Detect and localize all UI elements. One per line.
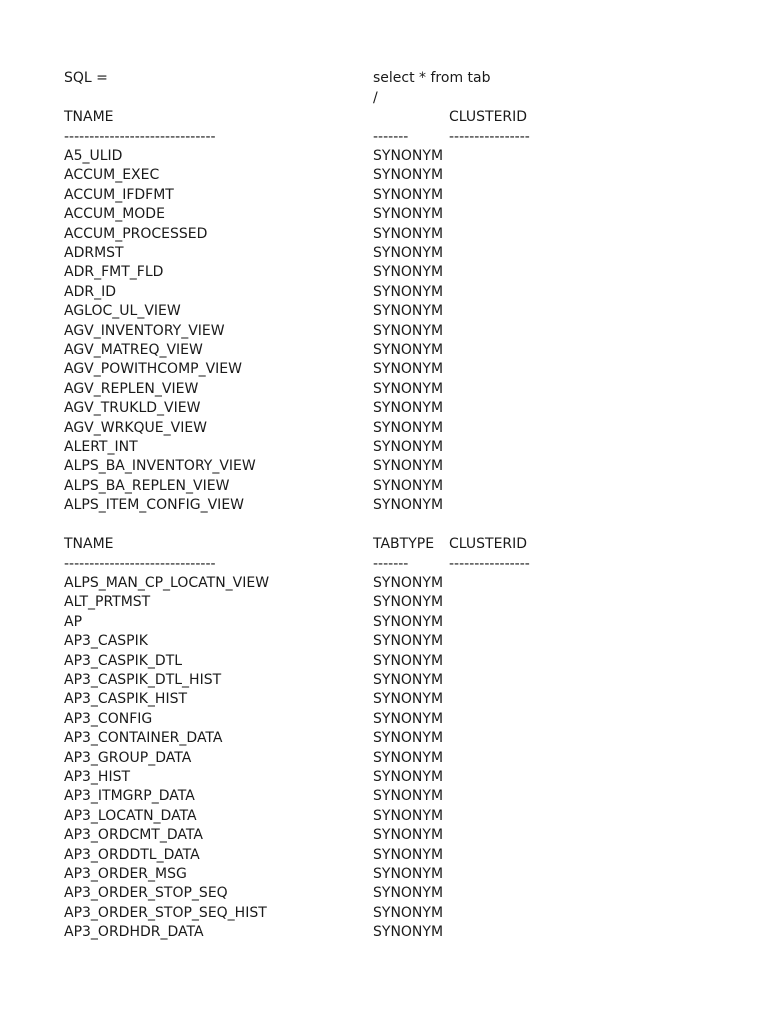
- separator-row: [0, 127, 768, 147]
- cell-tname: AP3_CASPIK: [64, 633, 148, 650]
- column-header-row: [0, 107, 768, 127]
- table-row: [0, 165, 768, 185]
- table-row: [0, 224, 768, 244]
- cell-tabtype: SYNONYM: [373, 186, 444, 203]
- cell-tname: AP3_CASPIK_DTL_HIST: [64, 672, 222, 688]
- separator-clusterid: ----------------: [449, 129, 530, 145]
- cell-tname: ADR_FMT_FLD: [64, 264, 164, 281]
- separator-tabtype: -------: [373, 556, 409, 572]
- cell-tname: AP3_CONTAINER_DATA: [64, 730, 223, 747]
- separator-clusterid: ----------------: [449, 556, 530, 572]
- cell-tname: ADR_ID: [64, 283, 116, 300]
- sql-terminator-row: [0, 88, 768, 108]
- cell-tabtype: SYNONYM: [373, 730, 444, 747]
- cell-tname: AP3_ORDER_STOP_SEQ_HIST: [64, 904, 267, 921]
- cell-tabtype: SYNONYM: [373, 652, 444, 669]
- cell-tabtype: SYNONYM: [373, 167, 444, 184]
- cell-tabtype: SYNONYM: [373, 749, 444, 766]
- table-row: [0, 903, 768, 923]
- cell-tabtype: SYNONYM: [373, 400, 444, 417]
- cell-tabtype: SYNONYM: [373, 206, 444, 223]
- cell-tname: AGV_REPLEN_VIEW: [64, 380, 199, 397]
- column-header-tname: TNAME: [64, 536, 114, 552]
- table-row: [0, 243, 768, 263]
- cell-tabtype: SYNONYM: [373, 710, 444, 727]
- cell-tname: ADRMST: [64, 245, 124, 261]
- table-row: [0, 340, 768, 360]
- cell-tabtype: SYNONYM: [373, 769, 444, 785]
- cell-tabtype: SYNONYM: [373, 497, 444, 514]
- table-row: [0, 689, 768, 709]
- cell-tabtype: SYNONYM: [373, 633, 444, 650]
- table-row: [0, 456, 768, 476]
- table-row: [0, 670, 768, 690]
- cell-tabtype: SYNONYM: [373, 458, 444, 475]
- cell-tabtype: SYNONYM: [373, 575, 444, 591]
- table-row: [0, 825, 768, 845]
- table-row: [0, 262, 768, 282]
- cell-tabtype: SYNONYM: [373, 380, 444, 397]
- cell-tname: AGV_WRKQUE_VIEW: [64, 419, 208, 436]
- cell-tname: ALPS_MAN_CP_LOCATN_VIEW: [64, 575, 270, 591]
- cell-tabtype: SYNONYM: [373, 846, 444, 863]
- cell-tabtype: SYNONYM: [373, 264, 444, 281]
- table-row: [0, 612, 768, 632]
- cell-tabtype: SYNONYM: [373, 342, 444, 358]
- table-row: [0, 282, 768, 302]
- cell-tabtype: SYNONYM: [373, 691, 444, 708]
- table-row: [0, 883, 768, 903]
- cell-tname: ACCUM_PROCESSED: [64, 225, 208, 242]
- cell-tabtype: SYNONYM: [373, 866, 444, 882]
- cell-tabtype: SYNONYM: [373, 148, 444, 164]
- cell-tname: ALT_PRTMST: [64, 594, 151, 611]
- cell-tname: ACCUM_IFDFMT: [64, 186, 174, 203]
- cell-tabtype: SYNONYM: [373, 924, 444, 941]
- cell-tname: AP3_LOCATN_DATA: [64, 807, 197, 824]
- cell-tabtype: SYNONYM: [373, 322, 444, 339]
- cell-tname: ALERT_INT: [64, 439, 138, 455]
- cell-tname: AP3_ORDDTL_DATA: [64, 846, 200, 863]
- table-row: [0, 786, 768, 806]
- table-row: [0, 359, 768, 379]
- cell-tname: AP3_CASPIK_DTL: [64, 652, 183, 669]
- table-row: [0, 398, 768, 418]
- sql-label: SQL =: [64, 70, 108, 86]
- table-row: [0, 321, 768, 341]
- cell-tabtype: SYNONYM: [373, 613, 444, 630]
- sql-header-row: [0, 68, 768, 88]
- table-row: [0, 418, 768, 438]
- cell-tname: AP3_ORDHDR_DATA: [64, 924, 204, 941]
- cell-tabtype: SYNONYM: [373, 245, 444, 261]
- table-row: [0, 185, 768, 205]
- table-row: [0, 922, 768, 942]
- table-row: [0, 379, 768, 399]
- cell-tabtype: SYNONYM: [373, 439, 444, 455]
- cell-tname: AP3_HIST: [64, 769, 131, 785]
- cell-tabtype: SYNONYM: [373, 225, 444, 242]
- separator-tname: ------------------------------: [64, 556, 216, 572]
- cell-tname: AP: [64, 613, 83, 630]
- cell-tname: AGV_POWITHCOMP_VIEW: [64, 361, 242, 378]
- cell-tname: ALPS_BA_REPLEN_VIEW: [64, 477, 230, 494]
- cell-tabtype: SYNONYM: [373, 361, 444, 378]
- cell-tabtype: SYNONYM: [373, 477, 444, 494]
- table-row: [0, 204, 768, 224]
- table-row: [0, 748, 768, 768]
- cell-tname: ALPS_ITEM_CONFIG_VIEW: [64, 497, 245, 514]
- separator-row: [0, 554, 768, 574]
- cell-tname: AGV_INVENTORY_VIEW: [64, 322, 225, 339]
- cell-tabtype: SYNONYM: [373, 283, 444, 300]
- sql-statement: select * from tab: [373, 70, 491, 86]
- table-row: [0, 592, 768, 612]
- table-row: [0, 845, 768, 865]
- cell-tname: AP3_ORDCMT_DATA: [64, 827, 203, 844]
- cell-tabtype: SYNONYM: [373, 594, 444, 611]
- separator-tabtype: -------: [373, 129, 409, 145]
- column-header-tname: TNAME: [64, 109, 114, 125]
- table-row: [0, 146, 768, 166]
- cell-tabtype: SYNONYM: [373, 807, 444, 824]
- cell-tabtype: SYNONYM: [373, 788, 444, 805]
- table-row: [0, 767, 768, 787]
- cell-tname: ACCUM_MODE: [64, 206, 165, 223]
- column-header-clusterid: CLUSTERID: [449, 536, 528, 552]
- cell-tname: AGV_MATREQ_VIEW: [64, 342, 203, 358]
- cell-tname: A5_ULID: [64, 148, 123, 164]
- column-header-row: [0, 534, 768, 554]
- table-row: [0, 728, 768, 748]
- column-header-tabtype: TABTYPE: [373, 536, 435, 552]
- cell-tname: AP3_CASPIK_HIST: [64, 691, 188, 708]
- table-row: [0, 573, 768, 593]
- table-row: [0, 864, 768, 884]
- table-row: [0, 495, 768, 515]
- sql-terminator: /: [373, 90, 378, 106]
- cell-tname: AP3_CONFIG: [64, 710, 153, 727]
- table-row: [0, 806, 768, 826]
- table-row: [0, 709, 768, 729]
- cell-tabtype: SYNONYM: [373, 904, 444, 921]
- cell-tabtype: SYNONYM: [373, 672, 444, 688]
- cell-tabtype: SYNONYM: [373, 885, 444, 902]
- separator-tname: ------------------------------: [64, 129, 216, 145]
- cell-tname: AP3_ORDER_MSG: [64, 866, 187, 882]
- cell-tabtype: SYNONYM: [373, 303, 444, 320]
- cell-tabtype: SYNONYM: [373, 419, 444, 436]
- column-header-clusterid: CLUSTERID: [449, 109, 528, 125]
- cell-tname: ACCUM_EXEC: [64, 167, 160, 184]
- table-row: [0, 301, 768, 321]
- cell-tname: AGLOC_UL_VIEW: [64, 303, 181, 320]
- table-row: [0, 476, 768, 496]
- cell-tname: AP3_ITMGRP_DATA: [64, 788, 195, 805]
- table-row: [0, 631, 768, 651]
- cell-tabtype: SYNONYM: [373, 827, 444, 844]
- cell-tname: AP3_GROUP_DATA: [64, 749, 192, 766]
- table-row: [0, 651, 768, 671]
- table-row: [0, 437, 768, 457]
- cell-tname: AGV_TRUKLD_VIEW: [64, 400, 201, 417]
- cell-tname: AP3_ORDER_STOP_SEQ: [64, 885, 228, 902]
- cell-tname: ALPS_BA_INVENTORY_VIEW: [64, 458, 256, 475]
